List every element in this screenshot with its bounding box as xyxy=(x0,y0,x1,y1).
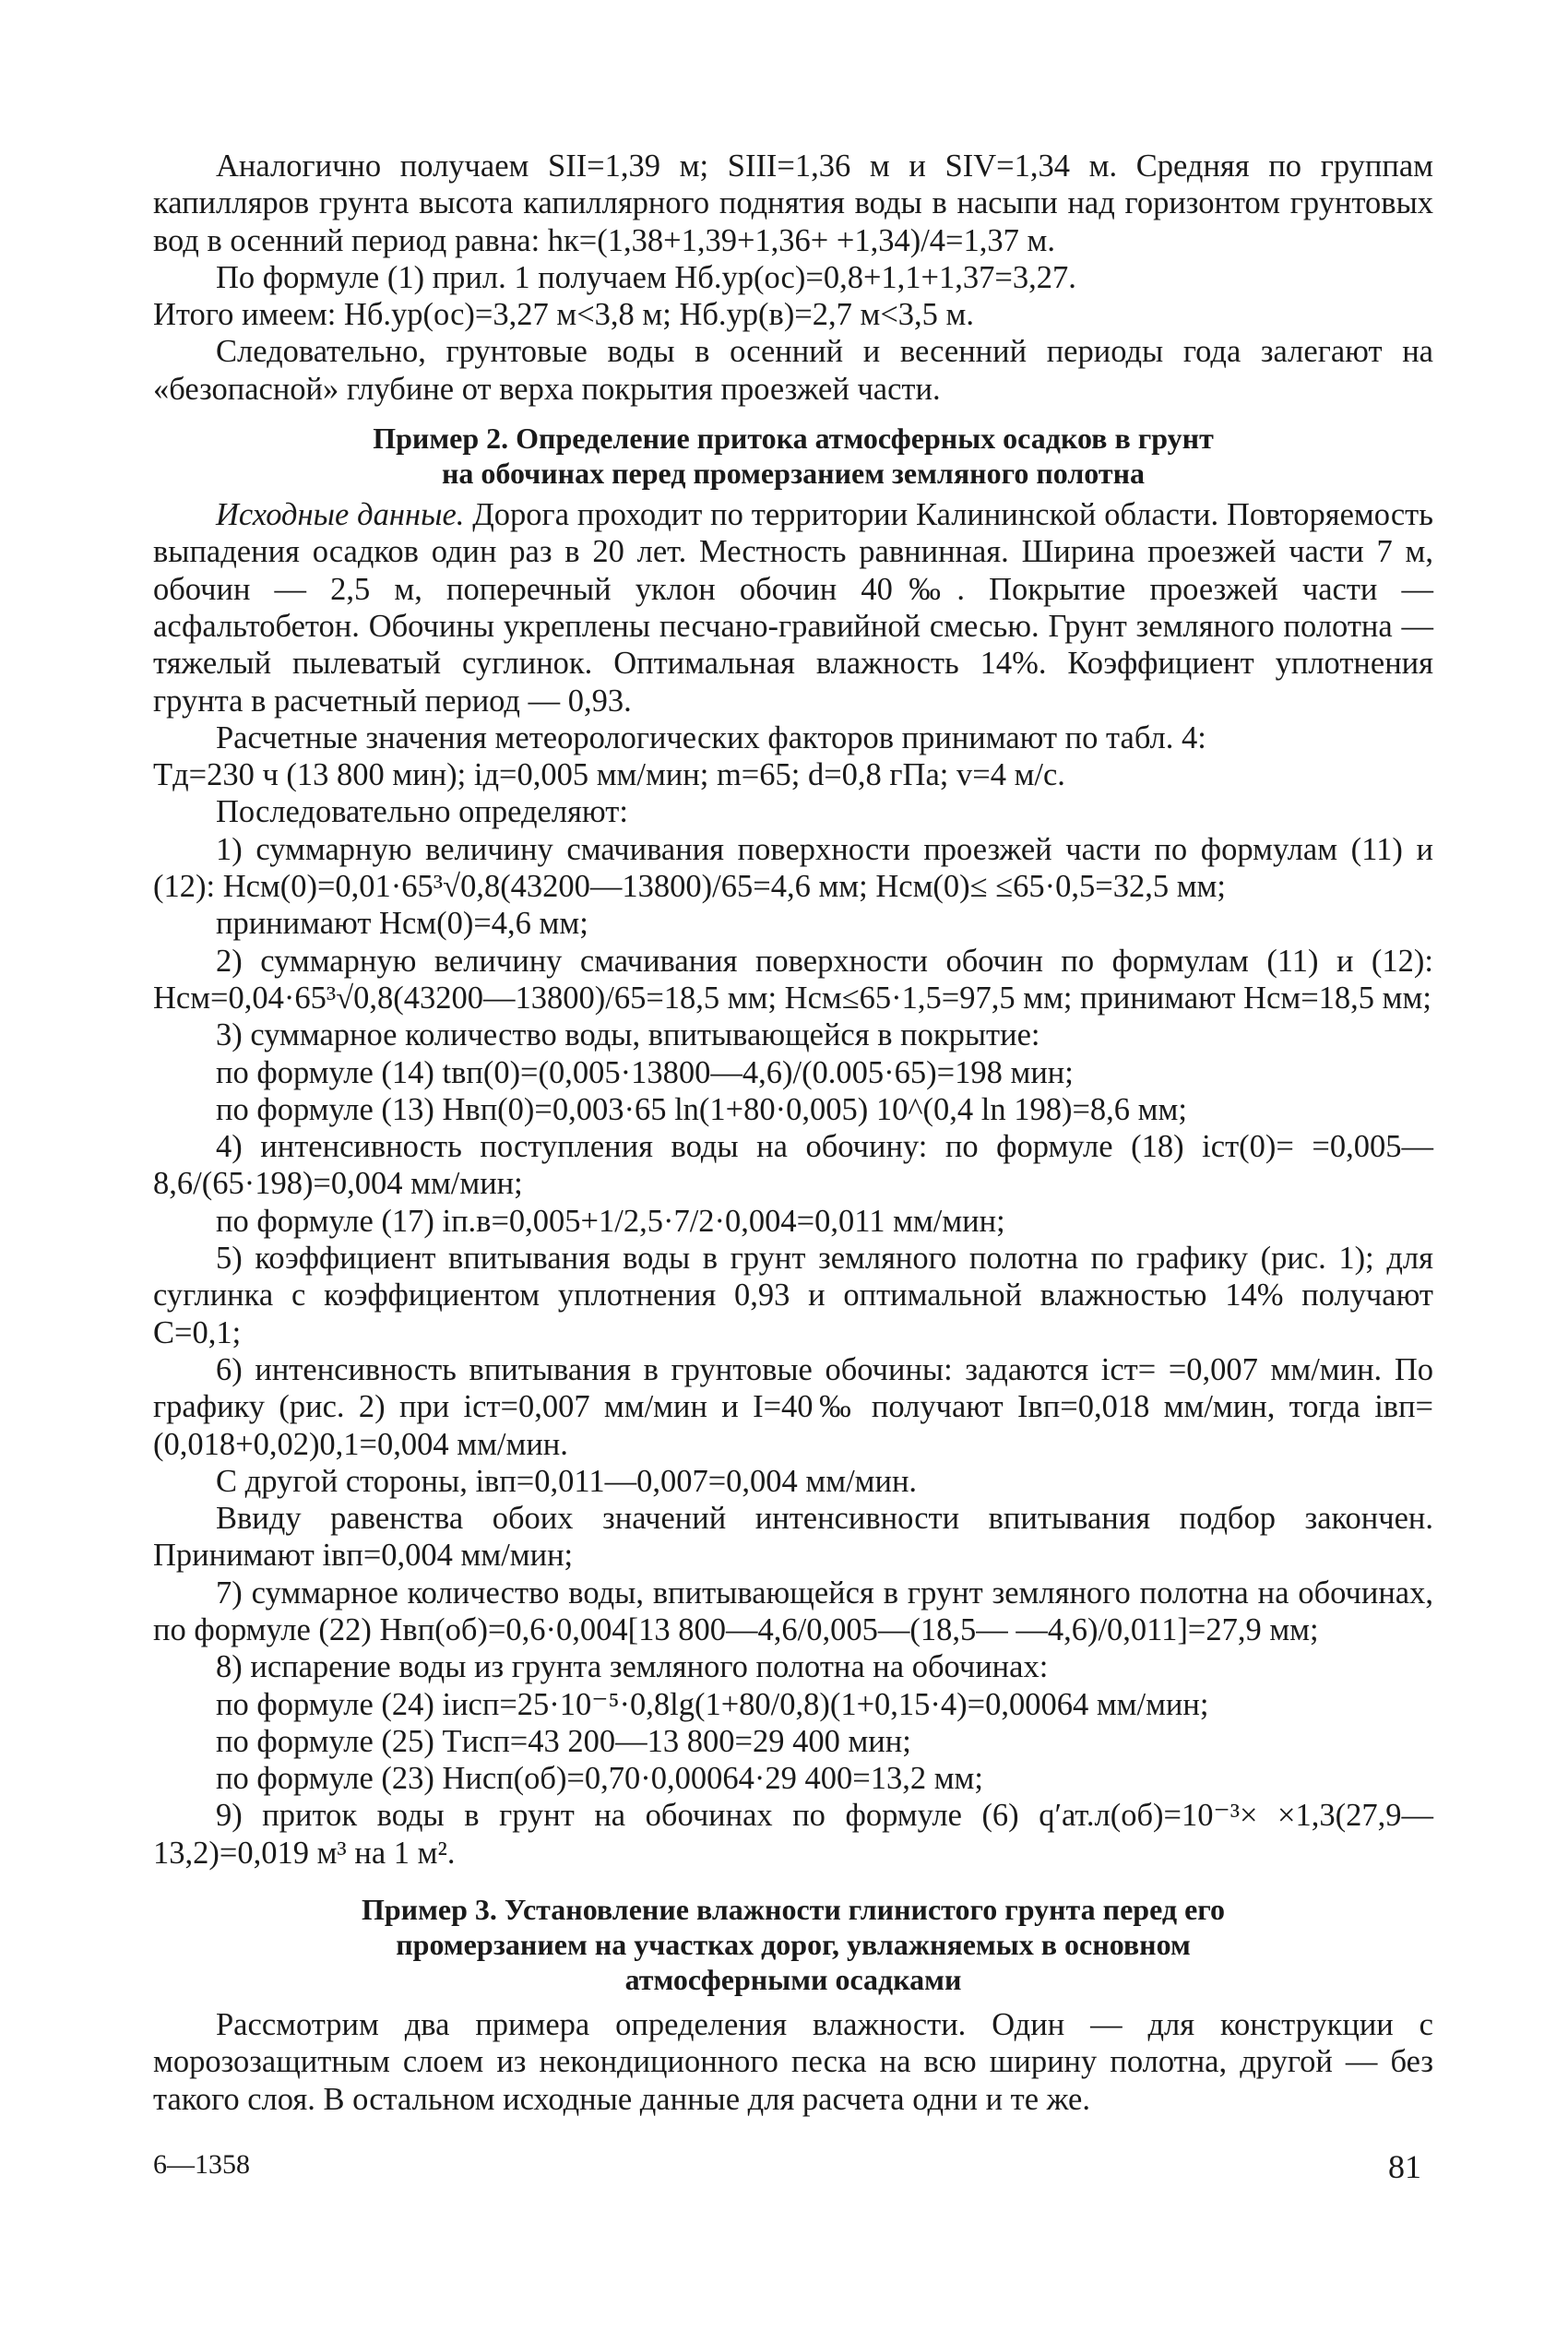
calc-step: по формуле (14) tвп(0)=(0,005·13800—4,6)/(0.005·65)=198 мин; xyxy=(216,1054,1074,1090)
calc-step: по формуле (17) iп.в=0,005+1/2,5·7/2·0,004=0,011 мм/мин; xyxy=(216,1203,1005,1239)
input-data-label: Исходные данные. xyxy=(216,497,465,533)
calc-step: 5) коэффициент впитывания воды в грунт земляного полотна по графику (рис. 1); для суглинка с коэффициентом уплотнения 0,93 и оптимальной влажностью 14% получают C=0,1; xyxy=(153,1241,1433,1350)
page-body xyxy=(153,148,1433,2118)
paragraph: Следовательно, грунтовые воды в осенний и весенний периоды года залегают на «безопасной» глубине от верха покрытия проезжей части. xyxy=(153,334,1433,407)
example-2-heading xyxy=(153,421,1433,491)
example-2-steps xyxy=(153,719,1433,1872)
calc-step: С другой стороны, iвп=0,011—0,007=0,004 мм/мин. xyxy=(216,1463,918,1499)
paragraph: Рассмотрим два примера определения влажности. Один — для конструкции с морозозащитным слоем из некондиционного песка на всю ширину полотна, другой — без такого слоя. В остальном исходные данные для расчета одни и те же. xyxy=(153,2007,1433,2117)
heading-line: Пример 3. Установление влажности глинистого грунта перед его xyxy=(361,1893,1225,1927)
calc-step: 7) суммарное количество воды, впитывающейся в грунт земляного полотна на обочинах, по формуле (22) Hвп(об)=0,6·0,004[13 800—4,6/0,005—(18,5— —4,6)/0,011]=27,9 мм; xyxy=(153,1575,1433,1647)
calc-step: 8) испарение воды из грунта земляного полотна на обочинах: xyxy=(216,1649,1049,1685)
calc-step: Расчетные значения метеорологических факторов принимают по табл. 4: xyxy=(216,719,1206,755)
calc-step: по формуле (23) Hисп(об)=0,70·0,00064·29 400=13,2 мм; xyxy=(216,1761,983,1797)
calc-step: по формуле (24) iисп=25·10⁻⁵·0,8lg(1+80/0,8)(1+0,15·4)=0,00064 мм/мин; xyxy=(216,1686,1209,1722)
heading-line: атмосферными осадками xyxy=(624,1963,962,1997)
calc-step: 9) приток воды в грунт на обочинах по формуле (6) q′ат.л(об)=10⁻³× ×1,3(27,9—13,2)=0,019 м³ на 1 м². xyxy=(153,1798,1433,1871)
calc-step: Последовательно определяют: xyxy=(216,794,628,830)
input-data-paragraph xyxy=(153,496,1433,719)
paragraph: Аналогично получаем SII=1,39 м; SIII=1,36 м и SIV=1,34 м. Средняя по группам капилляров грунта высота капиллярного поднятия воды в насыпи над горизонтом грунтовых вод в осенний период равна: hк=(1,38+1,39+1,36+ +1,34)/4=1,37 м. xyxy=(153,149,1433,258)
paragraph: Итого имеем: Hб.ур(ос)=3,27 м<3,8 м; Hб.ур(в)=2,7 м<3,5 м. xyxy=(153,297,975,333)
printer-signature: 6—1358 xyxy=(153,2149,250,2180)
calc-step: 4) интенсивность поступления воды на обочину: по формуле (18) iст(0)= =0,005—8,6/(65·198)=0,004 мм/мин; xyxy=(153,1129,1433,1202)
calc-step: по формуле (13) Hвп(0)=0,003·65 ln(1+80·0,005) 10^(0,4 ln 198)=8,6 мм; xyxy=(216,1091,1187,1127)
heading-line: промерзанием на участках дорог, увлажняемых в основном xyxy=(396,1928,1191,1962)
calc-step: 6) интенсивность впитывания в грунтовые обочины: задаются iст= =0,007 мм/мин. По графику (рис. 2) при iст=0,007 мм/мин и I=40‰ получают Iвп=0,018 мм/мин, тогда iвп=(0,018+0,02)0,1=0,004 мм/мин. xyxy=(153,1351,1433,1462)
heading-line: Пример 2. Определение притока атмосферных осадков в грунт xyxy=(373,422,1214,456)
calc-step: 3) суммарное количество воды, впитывающейся в покрытие: xyxy=(216,1017,1040,1053)
heading-line: на обочинах перед промерзанием земляного полотна xyxy=(441,457,1146,491)
calc-step: по формуле (25) Tисп=43 200—13 800=29 400 мин; xyxy=(216,1723,911,1759)
calc-step: принимают Hсм(0)=4,6 мм; xyxy=(216,906,588,942)
calc-step: 2) суммарную величину смачивания поверхности обочин по формулам (11) и (12): Hсм=0,04·65³√0,8(43200—13800)/65=18,5 мм; Hсм≤65·1,5=97,5 мм; принимают Hсм=18,5 мм; xyxy=(153,943,1433,1016)
calc-step: 1) суммарную величину смачивания поверхности проезжей части по формулам (11) и (12): Hсм(0)=0,01·65³√0,8(43200—13800)/65=4,6 мм; Hсм(0)≤ ≤65·0,5=32,5 мм; xyxy=(153,831,1433,905)
example-3-heading xyxy=(153,1892,1433,1997)
calc-step: Ввиду равенства обоих значений интенсивности впитывания подбор закончен. Принимают iвп=0,004 мм/мин; xyxy=(153,1501,1433,1574)
calc-step: Tд=230 ч (13 800 мин); iд=0,005 мм/мин; m=65; d=0,8 гПа; v=4 м/с. xyxy=(153,757,1065,793)
input-data-text: Дорога проходит по территории Калининской области. Повторяемость выпадения осадков один раз в 20 лет. Местность равнинная. Ширина проезжей части 7 м, обочин — 2,5 м, поперечный уклон обочин 40‰. Покрытие проезжей части — асфальтобетон. Обочины укреплены песчано-гравийной смесью. Грунт земляного полотна — тяжелый пылеватый суглинок. Оптимальная влажность 14%. Коэффициент уплотнения грунта в расчетный период — 0,93. xyxy=(153,497,1433,719)
page-number: 81 xyxy=(1388,2148,1421,2185)
paragraph: По формуле (1) прил. 1 получаем Hб.ур(ос)=0,8+1,1+1,37=3,27. xyxy=(216,259,1076,295)
